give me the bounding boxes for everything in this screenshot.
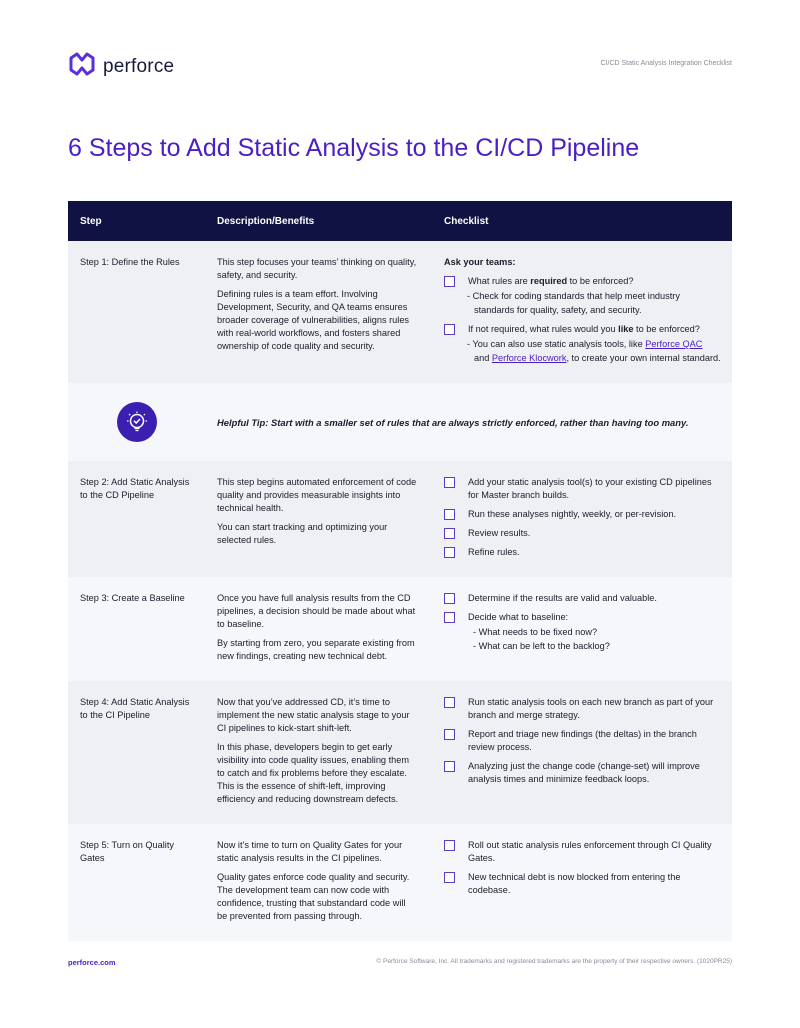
checkbox[interactable]	[444, 547, 455, 558]
page-header	[68, 52, 732, 82]
description-paragraph: Quality gates enforce code quality and security. The development team can now code with confidence, trusting that substandard code will be prevented from passing through.	[217, 872, 410, 921]
table-row-step-1	[68, 241, 732, 383]
checklist-item-text: Decide what to baseline:	[468, 612, 569, 622]
checklist-item	[444, 546, 722, 559]
link-perforce-qac[interactable]: Perforce QAC	[645, 339, 703, 349]
step-checklist	[432, 577, 732, 681]
checklist-subitem: - You can also use static analysis tools, like Perforce QAC	[467, 339, 703, 349]
step-description	[205, 241, 432, 383]
checklist-item-text: Run static analysis tools on each new branch as part of your branch and merge strategy.	[468, 697, 714, 720]
checklist-item	[444, 728, 722, 754]
checklist-item-text: New technical debt is now blocked from entering the codebase.	[468, 872, 681, 895]
perforce-logo[interactable]	[68, 52, 174, 81]
checklist-item-text: Report and triage new findings (the deltas) in the branch review process.	[468, 729, 697, 752]
checklist-item	[444, 323, 722, 336]
checklist-item-text: Run these analyses nightly, weekly, or per-revision.	[468, 509, 677, 519]
step-checklist	[432, 681, 732, 824]
link-perforce-klocwork[interactable]: Perforce Klocwork	[491, 353, 567, 363]
checklist-item	[444, 871, 722, 897]
page-title: 6 Steps to Add Static Analysis to the CI/CD Pipeline	[68, 134, 640, 162]
description-paragraph: In this phase, developers begin to get early visibility into code quality issues, enabling them to catch and fix problems before they escalate. This is the essence of shift-left, improving efficiency and reducing downstream defects.	[217, 742, 410, 804]
step-name: Step 3: Create a Baseline	[68, 577, 205, 681]
description-paragraph: Once you have full analysis results from the CD pipelines, a decision should be made about what to baseline.	[217, 593, 416, 629]
lightbulb-check-icon	[117, 402, 157, 442]
checklist-heading: Ask your teams:	[444, 257, 516, 267]
checkbox[interactable]	[444, 697, 455, 708]
step-name: Step 1: Define the Rules	[68, 241, 205, 383]
checklist-subitem: and Perforce Klocwork, to create your own internal standard.	[474, 353, 721, 363]
column-header-checklist: Checklist	[432, 201, 732, 241]
checkbox[interactable]	[444, 477, 455, 488]
checklist-item-text: Determine if the results are valid and valuable.	[468, 593, 657, 603]
step-name: Step 5: Turn on Quality Gates	[68, 824, 205, 941]
footer-website-link[interactable]: perforce.com	[68, 958, 116, 967]
footer-copyright: © Perforce Software, Inc. All trademarks and registered trademarks are the property of their respective owners. (1020PR25)	[376, 958, 732, 965]
step-description	[205, 824, 432, 941]
table-row-step-3	[68, 577, 732, 681]
checklist-subitem: standards for quality, safety, and security.	[474, 305, 642, 315]
description-paragraph: Defining rules is a team effort. Involving Development, Security, and QA teams ensures broader coverage of vulnerabilities, aligns rules with real-world workflows, and fosters shared ownership of code quality and security.	[217, 289, 410, 351]
checklist-item	[444, 275, 722, 288]
steps-table	[68, 201, 732, 941]
checklist-item-text: Analyzing just the change code (change-set) will improve analysis times and minimize feedback loops.	[468, 761, 700, 784]
checkbox[interactable]	[444, 840, 455, 851]
checklist-item	[444, 476, 722, 502]
column-header-description: Description/Benefits	[205, 201, 432, 241]
checklist-item	[444, 611, 722, 624]
checkbox[interactable]	[444, 509, 455, 520]
description-paragraph: This step focuses your teams’ thinking on quality, safety, and security.	[217, 257, 417, 280]
checklist-item	[444, 508, 722, 521]
checklist-subitems	[467, 290, 722, 317]
checklist-item-text: Refine rules.	[468, 547, 520, 557]
checklist-item	[444, 760, 722, 786]
checkbox[interactable]	[444, 528, 455, 539]
description-paragraph: This step begins automated enforcement of code quality and provides measurable insights into technical health.	[217, 477, 417, 513]
checklist-item	[444, 839, 722, 865]
helpful-tip-text: Helpful Tip: Start with a smaller set of rules that are always strictly enforced, rather than having too many.	[205, 383, 732, 461]
checklist-item-text: What rules are required to be enforced?	[468, 276, 634, 286]
description-paragraph: Now it’s time to turn on Quality Gates for your static analysis results in the CI pipelines.	[217, 840, 403, 863]
description-paragraph: You can start tracking and optimizing your selected rules.	[217, 522, 388, 545]
checkbox[interactable]	[444, 276, 455, 287]
checklist-subitems	[473, 626, 722, 653]
checklist-item-text: If not required, what rules would you like to be enforced?	[468, 324, 700, 334]
checklist-item-text: Roll out static analysis rules enforcement through CI Quality Gates.	[468, 840, 712, 863]
table-row-step-2	[68, 461, 732, 577]
checklist-item-text: Add your static analysis tool(s) to your existing CD pipelines for Master branch builds.	[468, 477, 712, 500]
table-row-step-5	[68, 824, 732, 941]
table-row-step-4	[68, 681, 732, 824]
step-checklist	[432, 241, 732, 383]
checklist-item	[444, 527, 722, 540]
checklist-subitem: - What needs to be fixed now?	[473, 627, 598, 637]
description-paragraph: By starting from zero, you separate existing from new findings, creating new technical debt.	[217, 638, 415, 661]
checklist-item	[444, 592, 722, 605]
step-description	[205, 461, 432, 577]
checkbox[interactable]	[444, 729, 455, 740]
checklist-subitem: - Check for coding standards that help meet industry	[467, 291, 680, 301]
step-name: Step 4: Add Static Analysis to the CI Pipeline	[68, 681, 205, 824]
step-name: Step 2: Add Static Analysis to the CD Pipeline	[68, 461, 205, 577]
checkbox[interactable]	[444, 612, 455, 623]
checklist-item	[444, 696, 722, 722]
step-checklist	[432, 824, 732, 941]
description-paragraph: Now that you’ve addressed CD, it’s time to implement the new static analysis stage to your CI pipelines to kick-start shift-left.	[217, 697, 410, 733]
step-checklist	[432, 461, 732, 577]
perforce-logo-icon	[68, 52, 96, 81]
column-header-step: Step	[68, 201, 205, 241]
checklist-subitems	[467, 338, 722, 365]
step-description	[205, 577, 432, 681]
step-description	[205, 681, 432, 824]
checklist-subitem: - What can be left to the backlog?	[473, 641, 610, 651]
table-header-row	[68, 201, 732, 241]
checklist-item-text: Review results.	[468, 528, 531, 538]
table-row-tip	[68, 383, 732, 461]
document-label: CI/CD Static Analysis Integration Checklist	[600, 60, 732, 67]
logo-text: perforce	[103, 55, 175, 77]
checkbox[interactable]	[444, 324, 455, 335]
tip-icon-cell	[68, 383, 205, 461]
checkbox[interactable]	[444, 593, 455, 604]
checkbox[interactable]	[444, 872, 455, 883]
checkbox[interactable]	[444, 761, 455, 772]
